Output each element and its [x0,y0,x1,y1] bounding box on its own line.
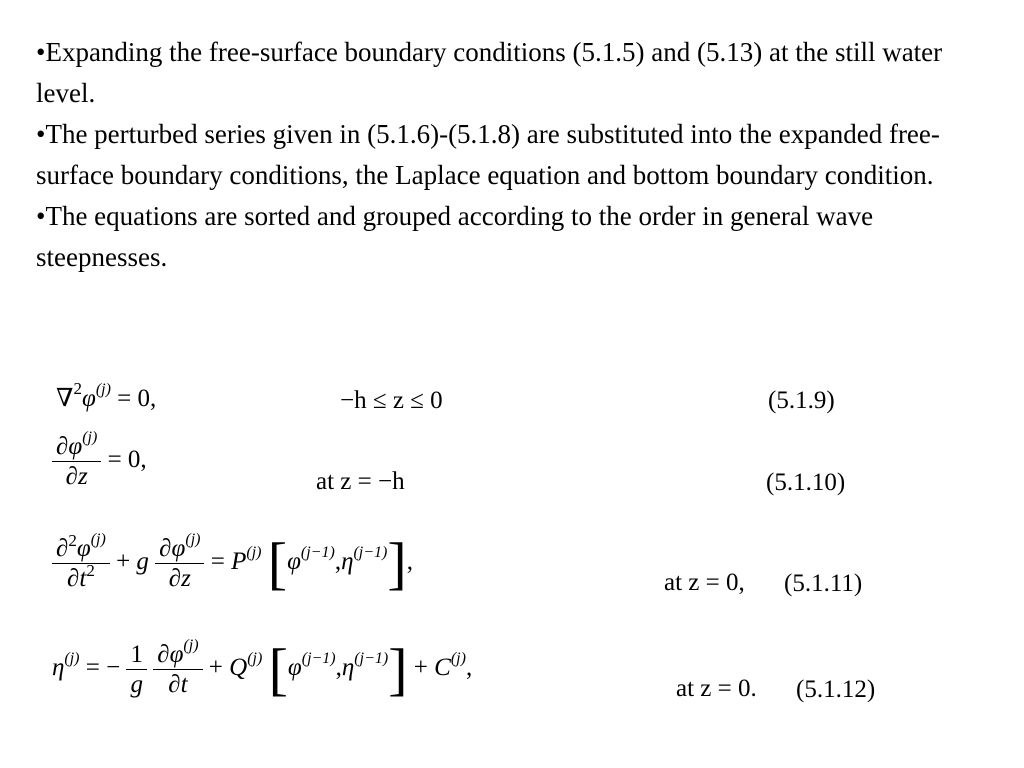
equation-5-1-10: $\frac{\partial\varphi^{(j)}}{\partial z}$ = 0, [52,432,147,491]
bullet-1: •Expanding the free-surface boundary conditions (5.1.5) and (5.13) at the still water level. [36,37,943,108]
equation-label-5-1-9: (5.1.9) [768,387,835,414]
bullet-2: •The perturbed series given in (5.1.6)-(5.1.8) are substituted into the expanded free-surface boundary conditions, the Laplace equation and bottom boundary condition. [36,119,940,190]
equation-5-1-11-condition: at z = 0, [664,569,745,596]
equation-label-5-1-10: (5.1.10) [766,469,846,496]
equation-5-1-10-condition: at z = −h [316,468,405,495]
equation-label-5-1-11: (5.1.11) [784,570,863,597]
bullet-3: •The equations are sorted and grouped according to the order in general wave steepnesses. [36,201,874,272]
equation-label-5-1-12: (5.1.12) [796,676,876,703]
equation-5-1-12-condition: at z = 0. [676,675,757,702]
equation-5-1-9-condition: −h ≤ z ≤ 0 [340,387,443,414]
equation-5-1-11: $\frac{\partial^2\varphi^{(j)}}{\partial t^2}$ + g $\frac{\partial\varphi^{(j)}}{\partial z}$ = $P^{(j)}$ $[\varphi^{(j-1)},\eta^{(j-1)}]$, [52,534,413,593]
equation-5-1-9: $\nabla^2\varphi^{(j)} = 0$, [56,379,157,412]
equation-5-1-12: $\eta^{(j)}$ = − $\frac{1}{g}$ $\frac{\partial\varphi^{(j)}}{\partial t}$ + $Q^{(j)}$ $[\varphi^{(j-1)},\eta^{(j-1)}] + C^{(j)}$, [52,636,473,702]
bullet-list [36,32,996,278]
